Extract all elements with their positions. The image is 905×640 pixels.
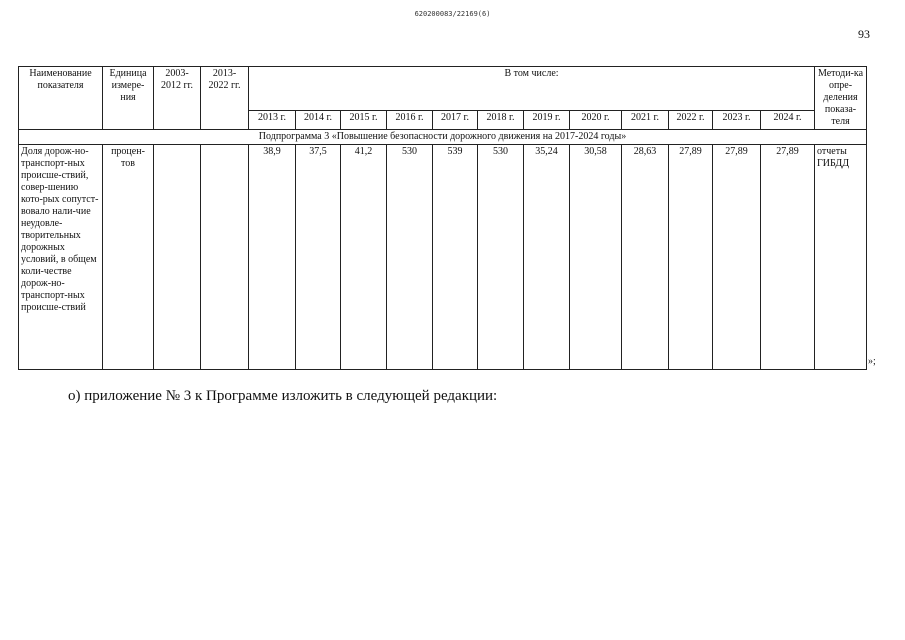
indicator-name: Доля дорож-но-транспорт-ных происше-ствий, совер-шению кото-рых сопутст-вовало нали-чие неудовле-творительных дорожных условий, в общем коли-честве дорож-но-транспорт-ных происше-ствий: [19, 145, 103, 370]
year-header: 2018 г.: [478, 111, 524, 130]
year-value: 38,9: [249, 145, 296, 370]
indicator-method: отчеты ГИБДД: [815, 145, 867, 370]
value-2003-2012: [154, 145, 201, 370]
year-value: 27,89: [713, 145, 761, 370]
year-value: 30,58: [570, 145, 622, 370]
year-header: 2023 г.: [713, 111, 761, 130]
year-value: 41,2: [341, 145, 387, 370]
year-header: 2022 г.: [669, 111, 713, 130]
indicator-unit: процен-тов: [103, 145, 154, 370]
indicator-table: [18, 66, 867, 370]
year-value: 27,89: [761, 145, 815, 370]
year-value: 27,89: [669, 145, 713, 370]
year-value: 28,63: [622, 145, 669, 370]
year-value: 539: [433, 145, 478, 370]
amendment-paragraph: о) приложение № 3 к Программе изложить в следующей редакции:: [68, 388, 498, 404]
header-2003-2012: 2003-2012 гг.: [154, 67, 201, 130]
year-value: 37,5: [296, 145, 341, 370]
year-header: 2014 г.: [296, 111, 341, 130]
year-value: 35,24: [524, 145, 570, 370]
header-unit: Единица измере-ния: [103, 67, 154, 130]
year-header: 2015 г.: [341, 111, 387, 130]
header-2013-2022: 2013-2022 гг.: [201, 67, 249, 130]
year-header: 2019 г.: [524, 111, 570, 130]
closing-quote: »;: [868, 356, 876, 367]
year-value: 530: [478, 145, 524, 370]
header-method: Методи-ка опре-деления показа-теля: [815, 67, 867, 130]
header-name: Наименование показателя: [19, 67, 103, 130]
year-header: 2017 г.: [433, 111, 478, 130]
year-value: 530: [387, 145, 433, 370]
year-header: 2013 г.: [249, 111, 296, 130]
year-header: 2024 г.: [761, 111, 815, 130]
page-number: 93: [858, 27, 870, 41]
year-header: 2021 г.: [622, 111, 669, 130]
document-id: 620200083/22169(6): [414, 10, 491, 18]
header-including: В том числе:: [249, 67, 815, 111]
value-2013-2022: [201, 145, 249, 370]
year-header: 2016 г.: [387, 111, 433, 130]
year-header: 2020 г.: [570, 111, 622, 130]
subprogram-title: Подпрограмма 3 «Повышение безопасности дорожного движения на 2017-2024 годы»: [19, 130, 867, 145]
